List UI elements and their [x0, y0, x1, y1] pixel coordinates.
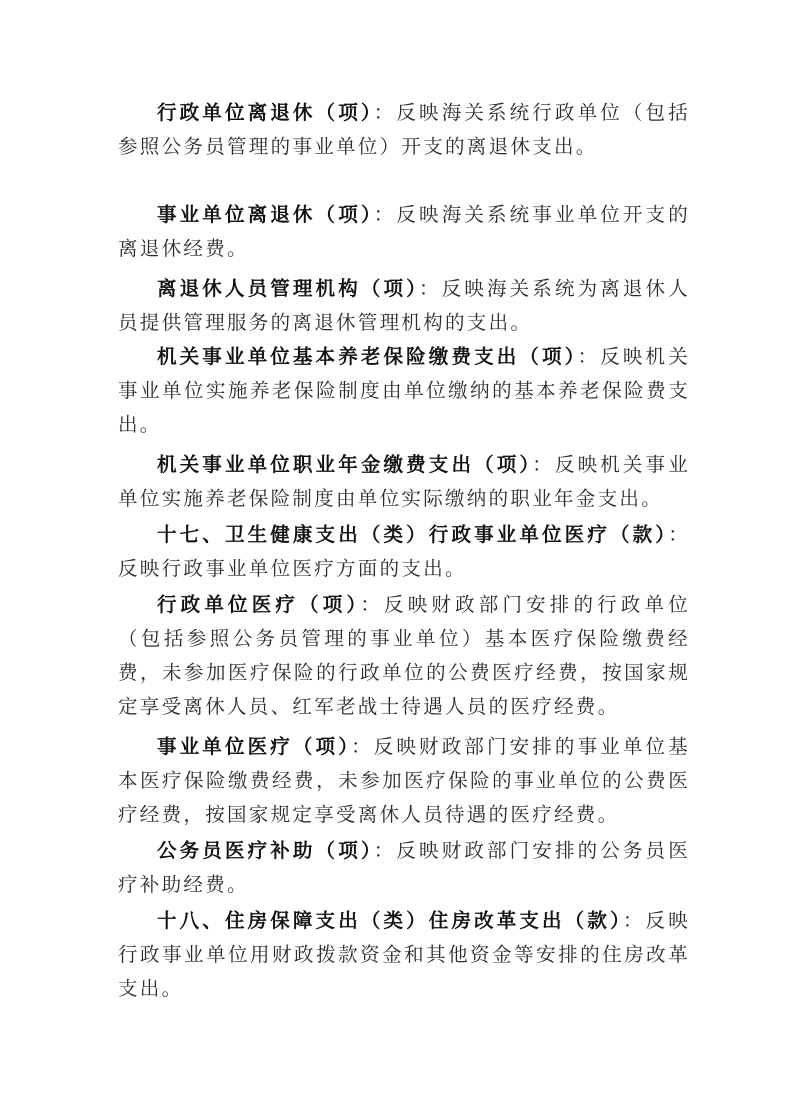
paragraph-term: 事业单位医疗（项） — [157, 735, 352, 758]
paragraph-housing-reform — [118, 904, 690, 1006]
paragraph-term: 公务员医疗补助（项） — [157, 839, 374, 862]
paragraph-text: ：反映行政事业单位医疗方面的支出。 — [118, 523, 690, 580]
paragraph-basic-pension — [118, 340, 690, 442]
paragraph-occupational-annuity — [118, 448, 690, 516]
paragraph-term: 十七、卫生健康支出（类）行政事业单位医疗（款） — [157, 523, 669, 546]
paragraph-text: ：反映海关系统为离退休人员提供管理服务的离退休管理机构的支出。 — [118, 277, 690, 334]
paragraph-text: ：反映财政部门安排的公务员医疗补助经费。 — [118, 839, 690, 896]
paragraph-term: 离退休人员管理机构（项） — [157, 277, 420, 300]
paragraph-admin-retirement — [118, 96, 690, 164]
paragraph-term: 事业单位离退休（项） — [157, 203, 374, 226]
paragraph-text: ：反映财政部门安排的行政单位（包括参照公务员管理的事业单位）基本医疗保险缴费经费，未参加医疗保险的行政单位的公费医疗经费，按国家规定享受离休人员、红军老战士待遇人员的医疗经费。 — [118, 593, 691, 718]
paragraph-term: 机关事业单位基本养老保险缴费支出（项） — [157, 345, 578, 368]
paragraph-text: ：反映机关事业单位实施养老保险制度由单位实际缴纳的职业年金支出。 — [118, 453, 690, 510]
paragraph-retiree-management — [118, 272, 690, 340]
paragraph-civil-servant-medical-subsidy — [118, 834, 690, 902]
paragraph-term: 行政单位离退休（项） — [157, 101, 374, 124]
paragraph-institution-retirement — [118, 198, 690, 266]
paragraph-text: ：反映机关事业单位实施养老保险制度由单位缴纳的基本养老保险费支出。 — [118, 345, 690, 436]
paragraph-term: 机关事业单位职业年金缴费支出（项） — [157, 453, 533, 476]
paragraph-term: 十八、住房保障支出（类）住房改革支出（款） — [157, 909, 623, 932]
paragraph-text: ：反映财政部门安排的事业单位基本医疗保险缴费经费，未参加医疗保险的事业单位的公费医疗经费，按国家规定享受离休人员待遇的医疗经费。 — [118, 735, 690, 826]
paragraph-term: 行政单位医疗（项） — [157, 593, 361, 616]
paragraph-text: ：反映海关系统行政单位（包括参照公务员管理的事业单位）开支的离退休支出。 — [118, 101, 690, 158]
paragraph-text: ：反映海关系统事业单位开支的离退休经费。 — [118, 203, 690, 260]
paragraph-institution-medical — [118, 730, 690, 832]
paragraph-text: ：反映行政事业单位用财政拨款资金和其他资金等安排的住房改革支出。 — [118, 909, 690, 1000]
paragraph-health-category — [118, 518, 690, 586]
paragraph-admin-medical — [118, 588, 690, 724]
